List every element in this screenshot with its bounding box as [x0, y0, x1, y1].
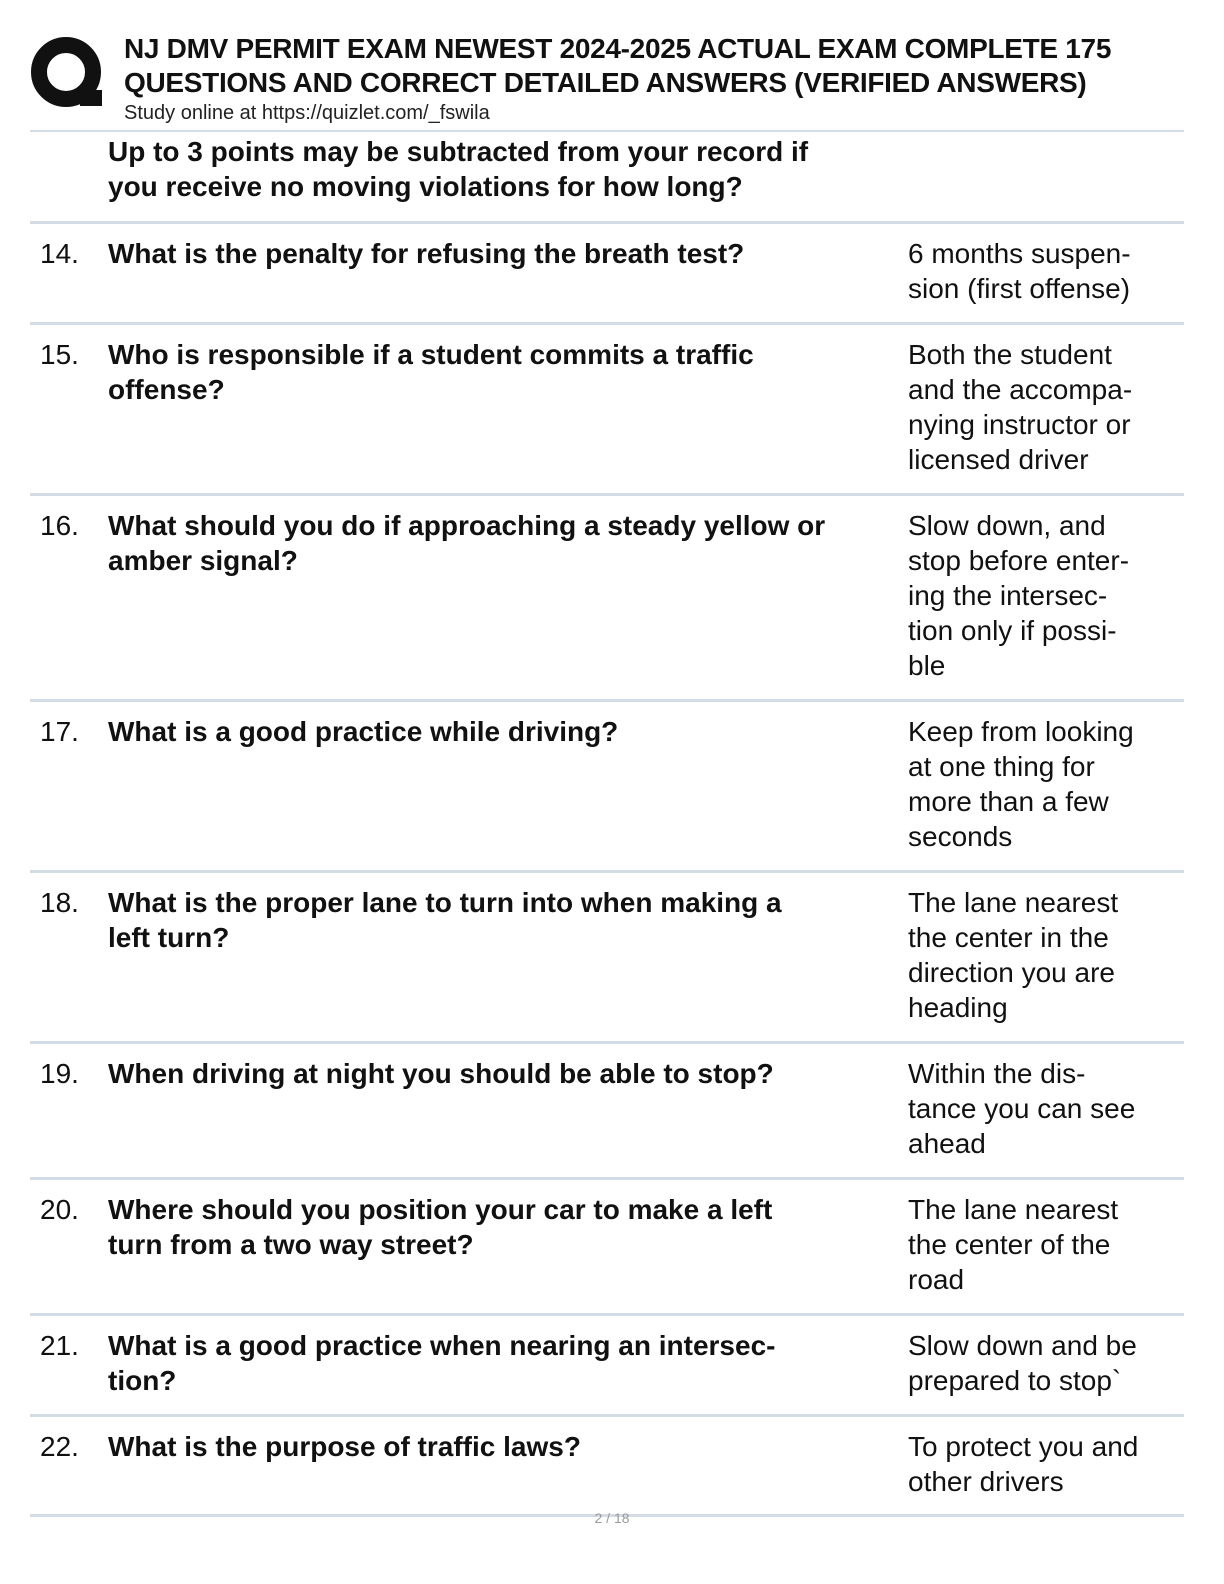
answer-text: [908, 714, 1184, 854]
answer-line: tance you can see: [908, 1093, 1136, 1124]
answer-line: stop before enter-: [908, 545, 1130, 576]
question-number: 22.: [40, 1431, 79, 1462]
answer-text: [908, 1429, 1184, 1499]
answer-line: sion (first offense): [908, 273, 1131, 304]
answer-line: and the accompa-: [908, 374, 1133, 405]
answer-text: [908, 236, 1184, 306]
answer-line: direction you are: [908, 957, 1116, 988]
answer-line: tion only if possi-: [908, 615, 1117, 646]
question-text: [108, 1328, 904, 1398]
question-text: [108, 885, 904, 955]
table-row: [30, 873, 1184, 1044]
table-row: [30, 1417, 1184, 1517]
table-row: [30, 496, 1184, 702]
question-number: 20.: [40, 1194, 79, 1225]
table-row: [30, 1044, 1184, 1180]
table-row: [30, 702, 1184, 873]
answer-line: Keep from looking: [908, 716, 1134, 747]
question-text: [108, 1429, 904, 1464]
table-row: [30, 224, 1184, 325]
question-line: Up to 3 points may be subtracted from your record if: [108, 136, 809, 167]
answer-line: prepared to stop`: [908, 1365, 1122, 1396]
question-number: 16.: [40, 510, 79, 541]
quizlet-q-logo-icon: [30, 34, 106, 110]
question-line: tion?: [108, 1365, 177, 1396]
answer-line: other drivers: [908, 1466, 1064, 1497]
answer-text: [908, 1056, 1184, 1161]
question-number: 15.: [40, 339, 79, 370]
question-number: 19.: [40, 1058, 79, 1089]
question-number: 14.: [40, 238, 79, 269]
answer-text: [908, 1192, 1184, 1297]
question-text: [108, 508, 904, 578]
answer-line: The lane nearest: [908, 1194, 1119, 1225]
question-line: Who is responsible if a student commits a traffic: [108, 339, 754, 370]
answer-line: more than a few: [908, 786, 1109, 817]
question-line: amber signal?: [108, 545, 298, 576]
question-line: offense?: [108, 374, 225, 405]
answer-line: seconds: [908, 821, 1013, 852]
page-indicator: 2 / 18: [594, 1510, 630, 1526]
answer-line: 6 months suspen-: [908, 238, 1131, 269]
question-line: Where should you position your car to make a left: [108, 1194, 773, 1225]
answer-line: Within the dis-: [908, 1058, 1086, 1089]
answer-line: licensed driver: [908, 444, 1089, 475]
answer-text: [908, 1328, 1184, 1398]
answer-line: ing the intersec-: [908, 580, 1108, 611]
question-line: you receive no moving violations for how long?: [108, 171, 743, 202]
question-text: [108, 714, 904, 749]
question-line: What is the proper lane to turn into when making a: [108, 887, 782, 918]
answer-line: Slow down and be: [908, 1330, 1137, 1361]
question-line: When driving at night you should be able to stop?: [108, 1058, 774, 1089]
table-row: [30, 132, 1184, 224]
question-text: [108, 236, 904, 271]
answer-line: heading: [908, 992, 1008, 1023]
answer-line: Slow down, and: [908, 510, 1106, 541]
question-line: What is a good practice when nearing an intersec-: [108, 1330, 776, 1361]
answer-line: ahead: [908, 1128, 986, 1159]
answer-line: The lane nearest: [908, 887, 1119, 918]
question-line: What should you do if approaching a steady yellow or: [108, 510, 826, 541]
table-row: [30, 1316, 1184, 1417]
question-line: What is a good practice while driving?: [108, 716, 619, 747]
question-number: 18.: [40, 887, 79, 918]
question-number: 17.: [40, 716, 79, 747]
answer-text: [908, 508, 1184, 683]
answer-line: ble: [908, 650, 946, 681]
answer-line: nying instructor or: [908, 409, 1131, 440]
answer-line: at one thing for: [908, 751, 1095, 782]
answer-line: road: [908, 1264, 965, 1295]
answer-text: [908, 885, 1184, 1025]
question-number: 21.: [40, 1330, 79, 1361]
question-line: left turn?: [108, 922, 230, 953]
table-row: [30, 1180, 1184, 1316]
qa-table: [30, 130, 1184, 1517]
document-title-line-1: NJ DMV PERMIT EXAM NEWEST 2024-2025 ACTUAL EXAM COMPLETE 175: [124, 33, 1112, 64]
question-text: [108, 1056, 904, 1091]
question-text: [108, 337, 904, 407]
question-text: [108, 134, 904, 204]
question-line: What is the purpose of traffic laws?: [108, 1431, 581, 1462]
table-row: [30, 325, 1184, 496]
document-title-line-2: QUESTIONS AND CORRECT DETAILED ANSWERS (VERIFIED ANSWERS): [124, 67, 1087, 98]
document-header: [30, 30, 1224, 130]
answer-line: To protect you and: [908, 1431, 1139, 1462]
answer-line: the center of the: [908, 1229, 1111, 1260]
question-line: What is the penalty for refusing the breath test?: [108, 238, 745, 269]
question-text: [108, 1192, 904, 1262]
question-line: turn from a two way street?: [108, 1229, 474, 1260]
answer-line: Both the student: [908, 339, 1112, 370]
study-online-link[interactable]: Study online at https://quizlet.com/_fswila: [124, 102, 490, 124]
answer-line: the center in the: [908, 922, 1109, 953]
answer-text: [908, 337, 1184, 477]
